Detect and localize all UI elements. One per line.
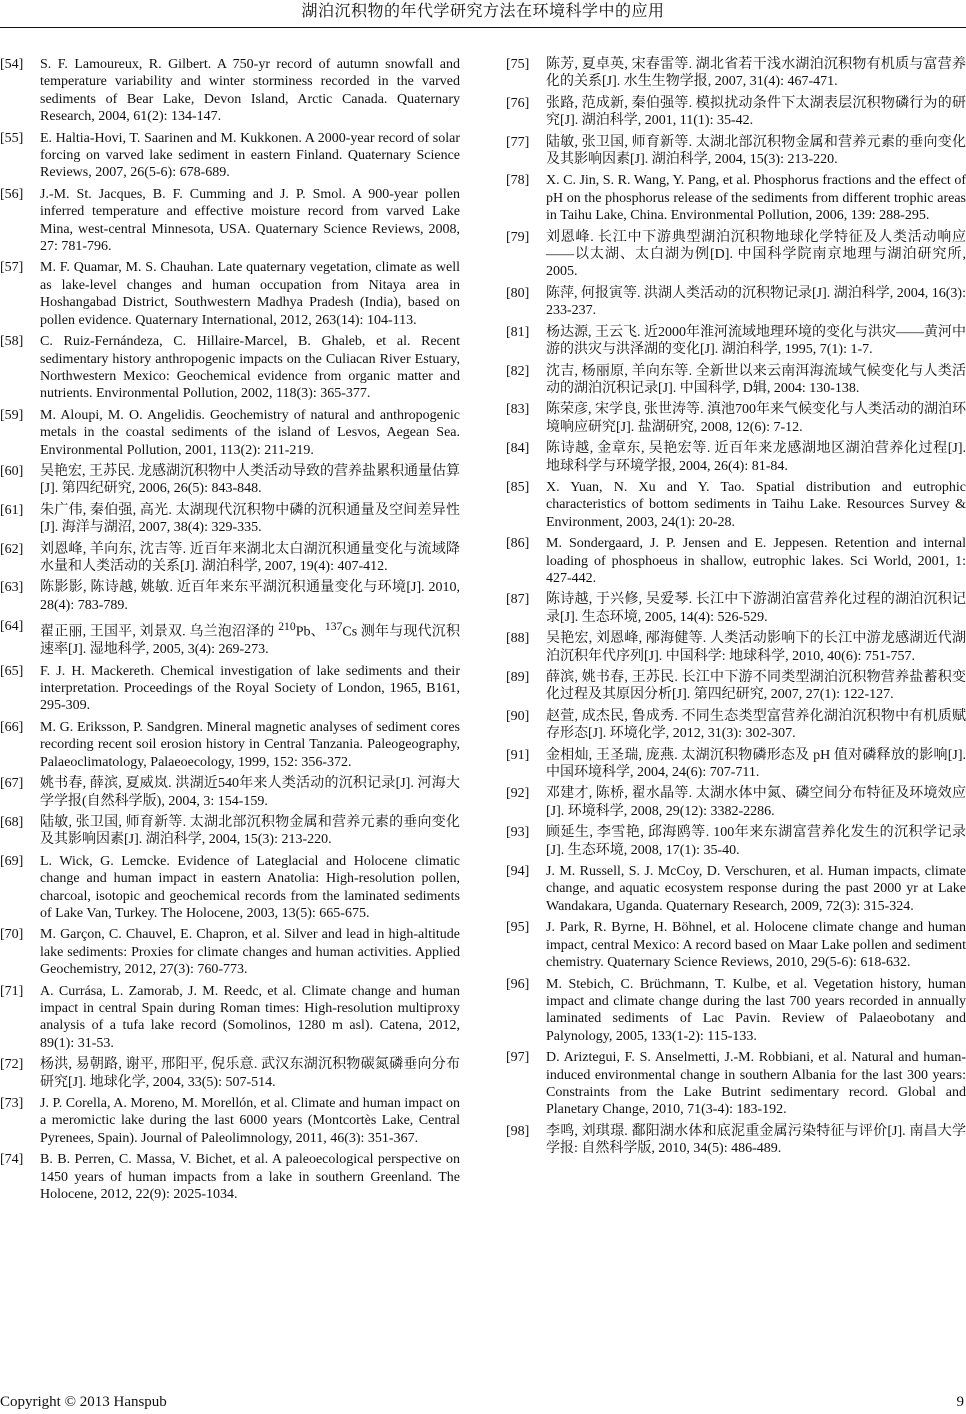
reference-number: [98] [506, 1123, 530, 1139]
reference-text: M. Stebich, C. Brüchmann, T. Kulbe, et al. Vegetation history, human impact and climate change during the last 700 years recorded in annually laminated sediments of Lac Pavin. Review of Palaeobotany and Palynology, 2005, 133(1-2): 115-133. [546, 976, 966, 1044]
reference-entry [506, 630, 966, 665]
reference-entry [0, 579, 462, 614]
reference-text-part: Cs 测年与现代沉积速率[J]. 湿地科学, 2005, 3(4): 269-273. [40, 624, 461, 658]
reference-number: [54] [0, 57, 24, 72]
reference-entry [506, 535, 966, 587]
reference-number: [79] [506, 229, 530, 245]
reference-number: [65] [0, 663, 24, 679]
reference-text: J. P. Corella, A. Moreno, M. Morellón, et al. Climate and human impact on a meromictic lake during the last 6000 years (Montcortès Lake, Central Pyrenees, Spain). Journal of Paleolimnology, 2011, 46(3): 351-367. [40, 1096, 460, 1146]
reference-text: M. Sondergaard, J. P. Jensen and E. Jeppesen. Retention and internal loading of phosphoeus in shallow, eutrophic lakes. Sci World, 2001, 1: 427-442. [546, 536, 966, 586]
reference-entry [506, 747, 966, 782]
reference-entry [506, 56, 966, 91]
reference-entry [0, 618, 462, 658]
reference-number: [62] [0, 541, 24, 557]
running-header: 湖泊沉积物的年代学研究方法在环境科学中的应用 [301, 1, 665, 20]
reference-text: A. Currása, L. Zamorab, J. M. Reedc, et al. Climate change and human impact in central Spain during Roman times: High-resolution multiproxy analysis of a tufa lake record (Somolinos, 1280 m asl). Catena, 2012, 89(1): 31-53. [40, 983, 460, 1051]
reference-entry [506, 479, 966, 531]
reference-number: [64] [0, 619, 24, 635]
reference-entry [506, 324, 966, 359]
reference-text: 吴艳宏, 刘恩峰, 邴海健等. 人类活动影响下的长江中游龙感湖近代湖泊沉积年代序列[J]. 中国科学: 地球科学, 2010, 40(6): 751-757. [546, 631, 966, 664]
reference-text: 陈影影, 陈诗越, 姚敏. 近百年来东平湖沉积通量变化与环境[J]. 2010, 28(4): 783-789. [40, 580, 460, 613]
reference-entry [506, 708, 966, 743]
reference-number: [96] [506, 976, 530, 992]
reference-entry [0, 663, 462, 715]
reference-number: [88] [506, 631, 530, 647]
reference-text: 薛滨, 姚书春, 王苏民. 长江中下游不同类型湖泊沉积物营养盐蓄积变化过程及其原因分析[J]. 第四纪研究, 2007, 27(1): 122-127. [546, 670, 966, 703]
reference-text: 顾延生, 李雪艳, 邱海鸥等. 100年来东湖富营养化发生的沉积学记录[J]. 生态环境, 2008, 17(1): 35-40. [546, 825, 966, 858]
reference-text: E. Haltia-Hovi, T. Saarinen and M. Kukkonen. A 2000-year record of solar forcing on varved lake sediment in eastern Finland. Quaternary Science Reviews, 2007, 26(5-6): 678-689. [40, 130, 460, 181]
reference-text: 邓建才, 陈桥, 翟水晶等. 太湖水体中氮、磷空间分布特征及环境效应[J]. 环境科学, 2008, 29(12): 3382-2286. [546, 786, 966, 819]
reference-number: [86] [506, 536, 530, 552]
reference-text: 杨洪, 易朝路, 谢平, 邢阳平, 倪乐意. 武汉东湖沉积物碳氮磷垂向分布研究[J]. 地球化学, 2004, 33(5): 507-514. [40, 1057, 460, 1090]
reference-text: D. Ariztegui, F. S. Anselmetti, J.-M. Robbiani, et al. Natural and human-induced environmental change in southern Albania for the last 300 years: Constraints from the Lake Butrint sedimentary record. Global and Planetary Change, 2010, 71(3-4): 183-192. [546, 1050, 966, 1118]
reference-entry [0, 814, 462, 849]
reference-number: [77] [506, 134, 530, 150]
reference-number: [84] [506, 441, 530, 457]
reference-number: [74] [0, 1152, 24, 1168]
footer-page-number: 9 [956, 1394, 964, 1410]
reference-entry [506, 440, 966, 475]
reference-number: [97] [506, 1050, 530, 1066]
reference-text: 赵萱, 成杰民, 鲁成秀. 不同生态类型富营养化湖泊沉积物中有机质赋存形态[J]. 环境化学, 2012, 31(3): 302-307. [546, 708, 966, 742]
reference-entry [506, 363, 966, 398]
reference-text: 陈萍, 何报寅等. 洪湖人类活动的沉积物记录[J]. 湖泊科学, 2004, 16(3): 233-237. [546, 285, 966, 319]
reference-text: 杨达源, 王云飞. 近2000年淮河流域地理环境的变化与洪灾——黄河中游的洪灾与洪泽湖的变化[J]. 湖泊科学, 1995, 7(1): 1-7. [546, 324, 966, 358]
reference-entry [0, 1056, 462, 1091]
reference-number: [71] [0, 983, 24, 999]
reference-number: [66] [0, 719, 24, 735]
reference-number: [80] [506, 285, 530, 301]
reference-entry [0, 1095, 462, 1147]
reference-number: [85] [506, 479, 530, 495]
reference-number: [89] [506, 670, 530, 685]
reference-number: [58] [0, 334, 24, 350]
reference-text: X. C. Jin, S. R. Wang, Y. Pang, et al. Phosphorus fractions and the effect of pH on the phosphorus release of the sediments from different trophic areas in Taihu Lake, China. Environmental Pollution, 2006, 139: 288-295. [546, 173, 966, 224]
reference-entry [506, 1049, 966, 1119]
reference-text: 刘恩峰. 长江中下游典型湖泊沉积物地球化学特征及人类活动响应——以太湖、太白湖为例[D]. 中国科学院南京地理与湖泊研究所, 2005. [546, 229, 966, 280]
reference-text: C. Ruiz-Fernándeza, C. Hillaire-Marcel, B. Ghaleb, et al. Recent sedimentary history anthropogenic impacts on the Culiacan River Estuary, Northwestern Mexico: Geochemical evidence from organic matter and nutrients. Environmental Pollution, 2002, 118(3): 365-377. [40, 334, 460, 402]
reference-entry [506, 95, 966, 130]
reference-entry [506, 1123, 966, 1158]
reference-text: 吴艳宏, 王苏民. 龙感湖沉积物中人类活动导致的营养盐累积通量估算[J]. 第四纪研究, 2006, 26(5): 843-848. [40, 463, 460, 497]
reference-entry [0, 541, 462, 576]
reference-entry [506, 785, 966, 820]
reference-text: 沈吉, 杨丽原, 羊向东等. 全新世以来云南洱海流域气候变化与人类活动的湖泊沉积记录[J]. 中国科学, D辑, 2004: 130-138. [546, 363, 966, 396]
reference-number: [76] [506, 95, 530, 111]
reference-text [40, 618, 462, 658]
reference-text: 张路, 范成新, 秦伯强等. 模拟扰动条件下太湖表层沉积物磷行为的研究[J]. 湖泊科学, 2001, 11(1): 35-42. [546, 95, 966, 129]
reference-text: B. B. Perren, C. Massa, V. Bichet, et al. A paleoecological perspective on 1450 years of human impacts from a lake in southern Greenland. The Holocene, 2012, 22(9): 2025-1034. [40, 1152, 460, 1203]
reference-number: [73] [0, 1096, 24, 1111]
reference-text: 姚书春, 薛滨, 夏威岚. 洪湖近540年来人类活动的沉积记录[J]. 河海大学学报(自然科学版), 2004, 3: 154-159. [40, 776, 460, 809]
reference-number: [93] [506, 825, 530, 841]
reference-number: [60] [0, 463, 24, 479]
reference-text: J.-M. St. Jacques, B. F. Cumming and J. P. Smol. A 900-year pollen inferred temperature and effective moisture record from varved Lake Mina, west-central Minnesota, USA. Quaternary Science Reviews, 2008, 27: 781-796. [40, 186, 460, 255]
reference-column-left [0, 56, 462, 1207]
reference-text: X. Yuan, N. Xu and Y. Tao. Spatial distribution and eutrophic characteristics of bottom sediments in Taihu Lake. Resources Survey & Environment, 2003, 24(1): 20-28. [546, 479, 966, 530]
reference-number: [72] [0, 1057, 24, 1073]
reference-number: [95] [506, 920, 530, 936]
reference-text-part: 翟正丽, 王国平, 刘景双. 乌兰泡沼泽的 [40, 624, 279, 640]
reference-number: [67] [0, 776, 24, 792]
reference-number: [61] [0, 502, 24, 518]
reference-text: M. F. Quamar, M. S. Chauhan. Late quaternary vegetation, climate as well as lake-level changes and human occupation from Nitaya area in Hoshangabad District, Southwestern Madhya Pradesh (India), based on pollen evidence. Quaternary International, 2012, 263(14): 104-113. [40, 260, 460, 328]
reference-number: [55] [0, 130, 24, 146]
reference-text: 朱广伟, 秦伯强, 高光. 太湖现代沉积物中磷的沉积通量及空间差异性[J]. 海洋与湖沼, 2007, 38(4): 329-335. [40, 502, 460, 536]
reference-text: M. Aloupi, M. O. Angelidis. Geochemistry of natural and anthropogenic metals in the coastal sediments of the island of Lesvos, Aegean Sea. Environmental Pollution, 2001, 113(2): 211-219. [40, 407, 460, 458]
reference-text: F. J. H. Mackereth. Chemical investigation of lake sediments and their interpretation. Proceedings of the Royal Society of London, 1965, B161, 295-309. [40, 663, 460, 714]
reference-text: S. F. Lamoureux, R. Gilbert. A 750-yr record of autumn snowfall and temperature variability and winter storminess recorded in the varved sediments of Bear Lake, Devon Island, Arctic Canada. Quaternary Research, 2004, 61(2): 134-147. [40, 57, 460, 125]
reference-entry [506, 669, 966, 704]
reference-entry [0, 333, 462, 403]
reference-entry [0, 926, 462, 978]
reference-text: 陆敏, 张卫国, 师育新等. 太湖北部沉积物金属和营养元素的垂向变化及其影响因素[J]. 湖泊科学, 2004, 15(3): 213-220. [40, 814, 460, 848]
reference-number: [87] [506, 592, 530, 608]
reference-text: 陈荣彦, 宋学良, 张世涛等. 滇池700年来气候变化与人类活动的湖泊环境响应研究[J]. 盐湖研究, 2008, 12(6): 7-12. [546, 402, 966, 435]
reference-entry [0, 463, 462, 498]
reference-number: [59] [0, 407, 24, 423]
reference-number: [57] [0, 260, 24, 276]
reference-number: [70] [0, 927, 24, 943]
reference-number: [75] [506, 57, 530, 72]
reference-entry [0, 56, 462, 126]
reference-text: M. Garçon, C. Chauvel, E. Chapron, et al. Silver and lead in high-altitude lake sediments: Proxies for climate changes and human activities. Applied Geochemistry, 2012, 27(3): 760-773. [40, 927, 460, 978]
reference-text: 金相灿, 王圣瑞, 庞燕. 太湖沉积物磷形态及 pH 值对磷释放的影响[J]. 中国环境科学, 2004, 24(6): 707-711. [546, 747, 966, 781]
isotope-superscript: 137 [324, 620, 343, 634]
reference-number: [81] [506, 324, 530, 340]
reference-entry [506, 591, 966, 626]
reference-text-part: Pb、 [295, 624, 325, 640]
reference-text: M. G. Eriksson, P. Sandgren. Mineral magnetic analyses of sediment cores recording recent soil erosion history in Central Tanzania. Paleogeography, Palaeoclimatology, Palaeoecology, 1999, 152: 356-372. [40, 719, 460, 770]
reference-text: J. Park, R. Byrne, H. Böhnel, et al. Holocene climate change and human impact, central Mexico: A record based on Maar Lake pollen and sediment chemistry. Quaternary Science Reviews, 2010, 29(5-6): 618-632. [546, 920, 966, 971]
reference-number: [56] [0, 186, 24, 202]
reference-entry [506, 976, 966, 1046]
reference-number: [94] [506, 864, 530, 880]
reference-entry [506, 863, 966, 915]
reference-entry [506, 134, 966, 169]
reference-number: [68] [0, 814, 24, 830]
footer-copyright: Copyright © 2013 Hanspub [0, 1394, 167, 1410]
reference-number: [91] [506, 747, 530, 763]
reference-entry [0, 983, 462, 1053]
reference-entry [506, 285, 966, 320]
reference-number: [63] [0, 580, 24, 596]
reference-number: [78] [506, 173, 530, 189]
reference-number: [69] [0, 853, 24, 869]
reference-entry [0, 407, 462, 459]
reference-entry [506, 919, 966, 971]
reference-text: 陆敏, 张卫国, 师育新等. 太湖北部沉积物金属和营养元素的垂向变化及其影响因素[J]. 湖泊科学, 2004, 15(3): 213-220. [546, 134, 966, 168]
reference-entry [0, 775, 462, 810]
reference-number: [83] [506, 402, 530, 418]
reference-entry [0, 259, 462, 329]
reference-text: 陈诗越, 金章东, 吴艳宏等. 近百年来龙感湖地区湖泊营养化过程[J]. 地球科学与环境学报, 2004, 26(4): 81-84. [546, 441, 966, 474]
reference-entry [0, 186, 462, 256]
reference-number: [82] [506, 363, 530, 379]
reference-entry [0, 1151, 462, 1203]
reference-entry [506, 172, 966, 224]
reference-text: L. Wick, G. Lemcke. Evidence of Lateglacial and Holocene climatic change and human impact in eastern Anatolia: High-resolution pollen, charcoal, isotopic and geochemical records from the laminated sediments of Lake Van, Turkey. The Holocene, 2003, 13(5): 665-675. [40, 853, 460, 921]
reference-entry [506, 229, 966, 281]
reference-entry [0, 719, 462, 771]
reference-entry [506, 824, 966, 859]
reference-number: [92] [506, 786, 530, 802]
reference-text: 陈诗越, 于兴修, 吴爱琴. 长江中下游湖泊富营养化过程的湖泊沉积记录[J]. 生态环境, 2005, 14(4): 526-529. [546, 592, 966, 625]
reference-entry [506, 401, 966, 436]
header-rule [0, 27, 966, 28]
reference-number: [90] [506, 708, 530, 724]
reference-entry [0, 130, 462, 182]
reference-entry [0, 853, 462, 923]
reference-entry [0, 502, 462, 537]
reference-text: 李鸣, 刘琪璟. 鄱阳湖水体和底泥重金属污染特征与评价[J]. 南昌大学学报: 自然科学版, 2010, 34(5): 486-489. [546, 1123, 966, 1157]
reference-text: J. M. Russell, S. J. McCoy, D. Verschuren, et al. Human impacts, climate change, and aquatic ecosystem response during the past 2000 yr at Lake Wandakara, Uganda. Quaternary Research, 2009, 72(3): 315-324. [546, 864, 966, 914]
reference-text: 刘恩峰, 羊向东, 沈吉等. 近百年来湖北太白湖沉积通量变化与流域降水量和人类活动的关系[J]. 湖泊科学, 2007, 19(4): 407-412. [40, 541, 460, 574]
isotope-superscript: 210 [278, 620, 296, 634]
reference-text: 陈芳, 夏卓英, 宋春雷等. 湖北省若干浅水湖泊沉积物有机质与富营养化的关系[J]. 水生生物学报, 2007, 31(4): 467-471. [546, 57, 966, 90]
reference-column-right [506, 56, 966, 1162]
